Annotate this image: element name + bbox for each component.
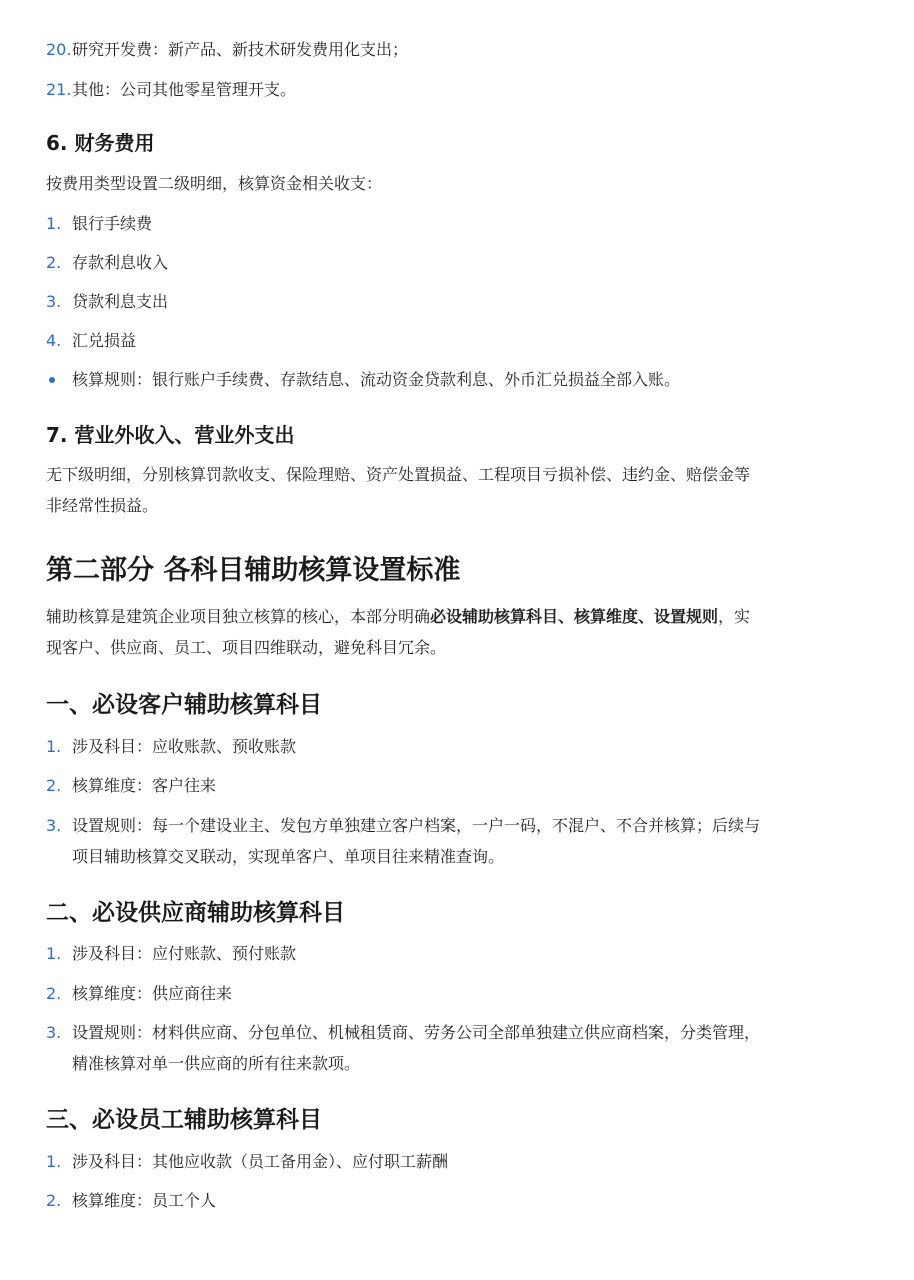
list-text: 贷款利息支出 xyxy=(72,292,169,311)
paragraph-line: 现客户、供应商、员工、项目四维联动，避免科目冗余。 xyxy=(46,638,447,657)
list-text: 涉及科目：其他应收款（员工备用金）、应付职工薪酬 xyxy=(72,1152,449,1171)
paragraph: 按费用类型设置二级明细，核算资金相关收支： xyxy=(46,174,383,193)
list-text: 核算维度：供应商往来 xyxy=(72,984,233,1003)
list-text: 核算规则：银行账户手续费、存款结息、流动资金贷款利息、外币汇兑损益全部入账。 xyxy=(72,370,681,389)
list-item-continuation xyxy=(46,841,874,873)
list-item xyxy=(46,770,874,802)
section-heading: 三、必设员工辅助核算科目 xyxy=(46,1107,322,1133)
list-text: 涉及科目：应收账款、预收账款 xyxy=(72,737,297,756)
list-item-continuation xyxy=(46,1048,874,1080)
list-item xyxy=(46,1017,874,1049)
list-number: 21. xyxy=(46,80,72,99)
list-text: 研究开发费：新产品、新技术研发费用化支出； xyxy=(72,40,409,59)
paragraph-line: 无下级明细，分别核算罚款收支、保险理赔、资产处置损益、工程项目亏损补偿、违约金、赔偿金等 xyxy=(46,465,751,484)
paragraph-line xyxy=(46,601,874,633)
list-number: 1. xyxy=(46,1152,62,1171)
list-item xyxy=(46,731,874,763)
list-item xyxy=(46,74,874,106)
list-number: 2. xyxy=(46,253,62,272)
list-number: 2. xyxy=(46,776,62,795)
list-number: 3. xyxy=(46,1023,62,1042)
list-item xyxy=(46,286,874,318)
bullet-item xyxy=(46,364,874,396)
intro-bold-text: 必设辅助核算科目、核算维度、设置规则 xyxy=(430,607,719,626)
page-title: 第二部分 各科目辅助核算设置标准 xyxy=(46,555,461,586)
list-number: 2. xyxy=(46,1191,62,1210)
list-text: 核算维度：员工个人 xyxy=(72,1191,217,1210)
list-item xyxy=(46,978,874,1010)
section-heading: 6. 财务费用 xyxy=(46,131,155,155)
list-number: 1. xyxy=(46,944,62,963)
list-text: 其他：公司其他零星管理开支。 xyxy=(72,80,297,99)
list-number: 1. xyxy=(46,214,62,233)
list-text: 设置规则：材料供应商、分包单位、机械租赁商、劳务公司全部单独建立供应商档案，分类管理， xyxy=(72,1023,761,1042)
list-item xyxy=(46,34,874,66)
section-heading: 二、必设供应商辅助核算科目 xyxy=(46,900,345,926)
paragraph-line: 非经常性损益。 xyxy=(46,496,159,515)
list-text: 汇兑损益 xyxy=(72,331,137,350)
list-item xyxy=(46,325,874,357)
list-text: 存款利息收入 xyxy=(72,253,169,272)
list-number: 20. xyxy=(46,40,72,59)
list-text: 项目辅助核算交叉联动，实现单客户、单项目往来精准查询。 xyxy=(72,847,505,866)
list-item xyxy=(46,810,874,842)
list-number: 3. xyxy=(46,292,62,311)
list-number: 2. xyxy=(46,984,62,1003)
list-text: 涉及科目：应付账款、预付账款 xyxy=(72,944,297,963)
bullet-dot-icon xyxy=(49,377,55,383)
section-heading: 7. 营业外收入、营业外支出 xyxy=(46,423,295,447)
list-item xyxy=(46,1146,874,1178)
intro-text: ，实 xyxy=(718,607,751,626)
list-text: 设置规则：每一个建设业主、发包方单独建立客户档案，一户一码，不混户、不合并核算；后续与 xyxy=(72,816,761,835)
list-number: 1. xyxy=(46,737,62,756)
list-number: 3. xyxy=(46,816,62,835)
list-item xyxy=(46,938,874,970)
section-heading: 一、必设客户辅助核算科目 xyxy=(46,692,322,718)
intro-text: 辅助核算是建筑企业项目独立核算的核心，本部分明确 xyxy=(46,607,431,626)
list-item xyxy=(46,247,874,279)
list-item xyxy=(46,208,874,240)
list-text: 精准核算对单一供应商的所有往来款项。 xyxy=(72,1054,361,1073)
list-item xyxy=(46,1185,874,1217)
list-text: 银行手续费 xyxy=(72,214,153,233)
list-text: 核算维度：客户往来 xyxy=(72,776,217,795)
list-number: 4. xyxy=(46,331,62,350)
